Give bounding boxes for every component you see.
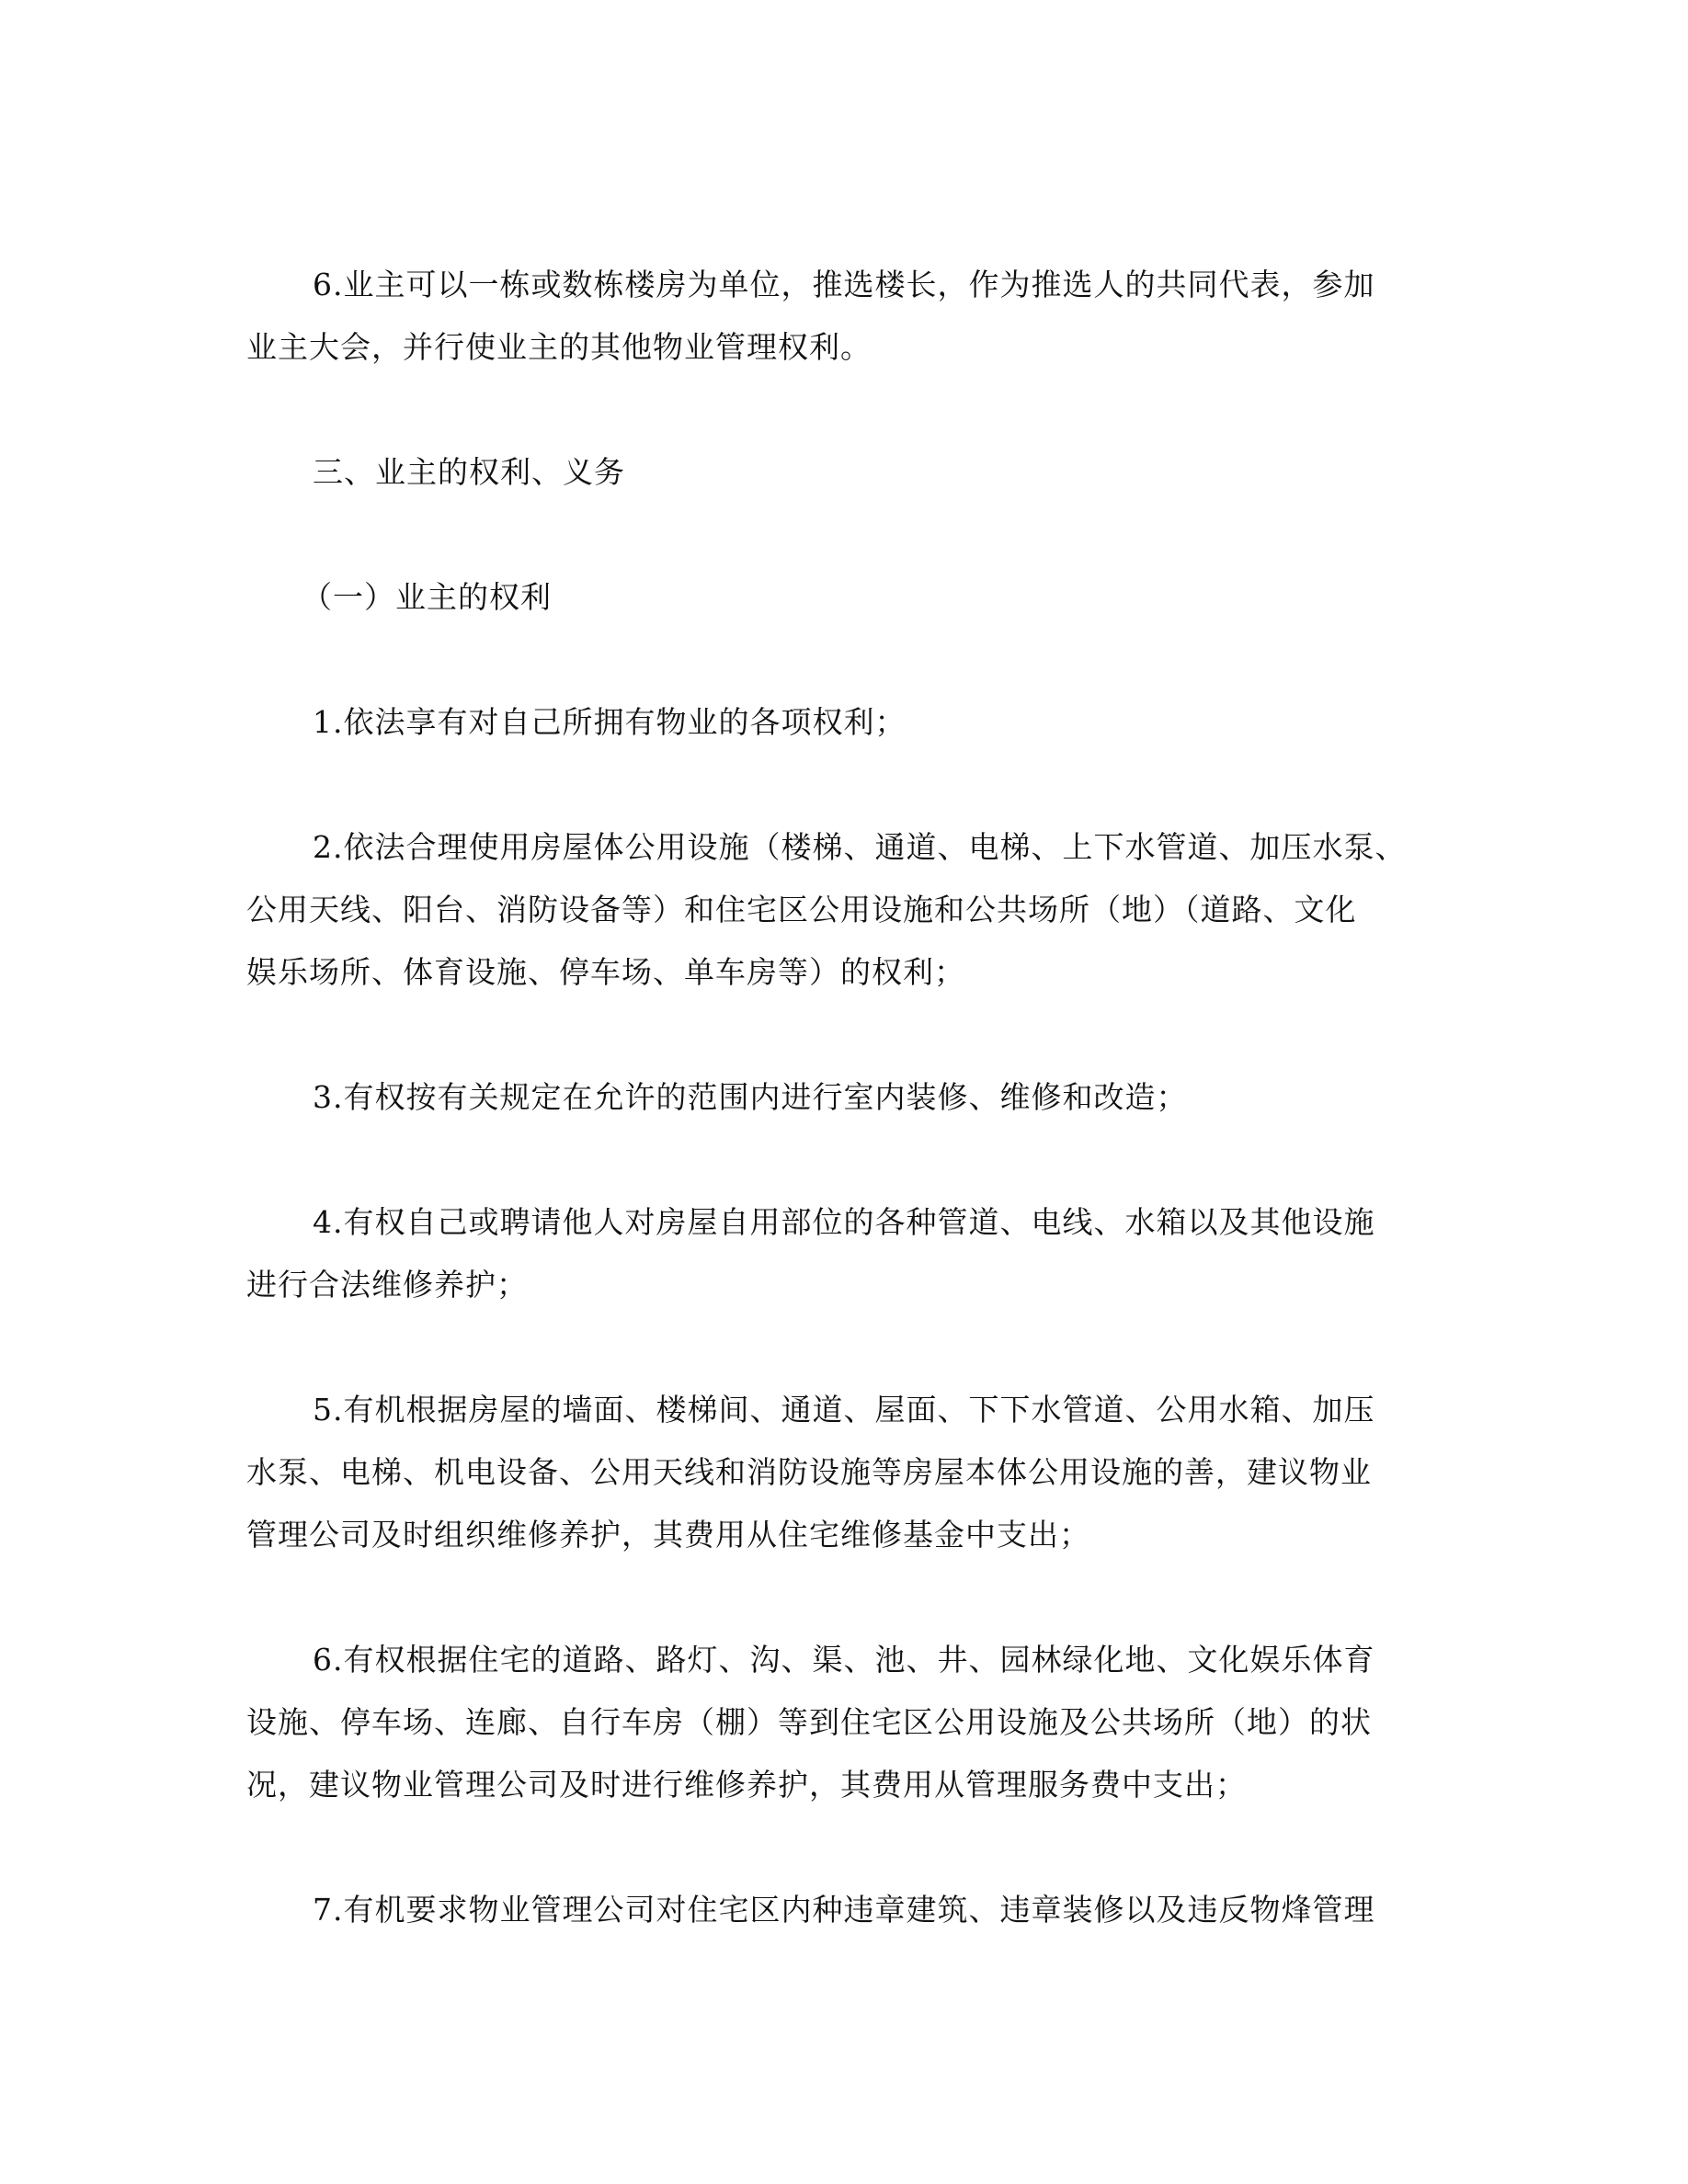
list-item-right-7 (246, 1879, 1442, 1941)
text-line: 5.有机根据房屋的墙面、楼梯间、通道、屋面、下下水管道、公用水箱、加压 (313, 1392, 1375, 1428)
heading-text: 三、业主的权利、义务 (313, 454, 625, 490)
list-item-right-5 (246, 1379, 1442, 1566)
list-item-right-1 (246, 691, 1442, 754)
text-line: 2.依法合理使用房屋体公用设施（楼梯、通道、电梯、上下水管道、加压水泵、 (313, 829, 1407, 865)
text-line: 水泵、电梯、机电设备、公用天线和消防设施等房屋本体公用设施的善，建议物业 (246, 1454, 1372, 1490)
text-line: 6.业主可以一栋或数栋楼房为单位，推选楼长，作为推选人的共同代表，参加 (313, 267, 1375, 302)
subsection-heading-owner-rights (246, 566, 1442, 629)
list-item-right-2 (246, 816, 1442, 1004)
text-line: 1.依法享有对自己所拥有物业的各项权利； (313, 704, 907, 740)
list-item-right-6 (246, 1629, 1442, 1816)
list-item-right-3 (246, 1066, 1442, 1129)
text-line: 设施、停车场、连廊、自行车房（棚）等到住宅区公用设施及公共场所（地）的状 (246, 1704, 1372, 1740)
text-line: 况，建议物业管理公司及时进行维修养护，其费用从管理服务费中支出； (246, 1767, 1247, 1803)
heading-text: （一）业主的权利 (302, 579, 552, 615)
text-line: 4.有权自己或聘请他人对房屋自用部位的各种管道、电线、水箱以及其他设施 (313, 1204, 1375, 1240)
section-heading-owner-rights-duties (246, 441, 1442, 504)
paragraph-owner-building-representative (246, 254, 1442, 379)
text-line: 7.有机要求物业管理公司对住宅区内种违章建筑、违章装修以及违反物烽管理 (313, 1892, 1375, 1928)
text-line: 管理公司及时组织维修养护，其费用从住宅维修基金中支出； (246, 1517, 1090, 1553)
text-line: 娱乐场所、体育设施、停车场、单车房等）的权利； (246, 954, 965, 990)
text-line: 公用天线、阳台、消防设备等）和住宅区公用设施和公共场所（地）（道路、文化 (246, 892, 1357, 927)
list-item-right-4 (246, 1191, 1442, 1316)
text-line: 6.有权根据住宅的道路、路灯、沟、渠、池、井、园林绿化地、文化娱乐体育 (313, 1642, 1375, 1678)
text-line: 3.有权按有关规定在允许的范围内进行室内装修、维修和改造； (313, 1079, 1188, 1115)
text-line: 进行合法维修养护； (246, 1267, 528, 1302)
text-line: 业主大会，并行使业主的其他物业管理权利。 (246, 329, 872, 365)
